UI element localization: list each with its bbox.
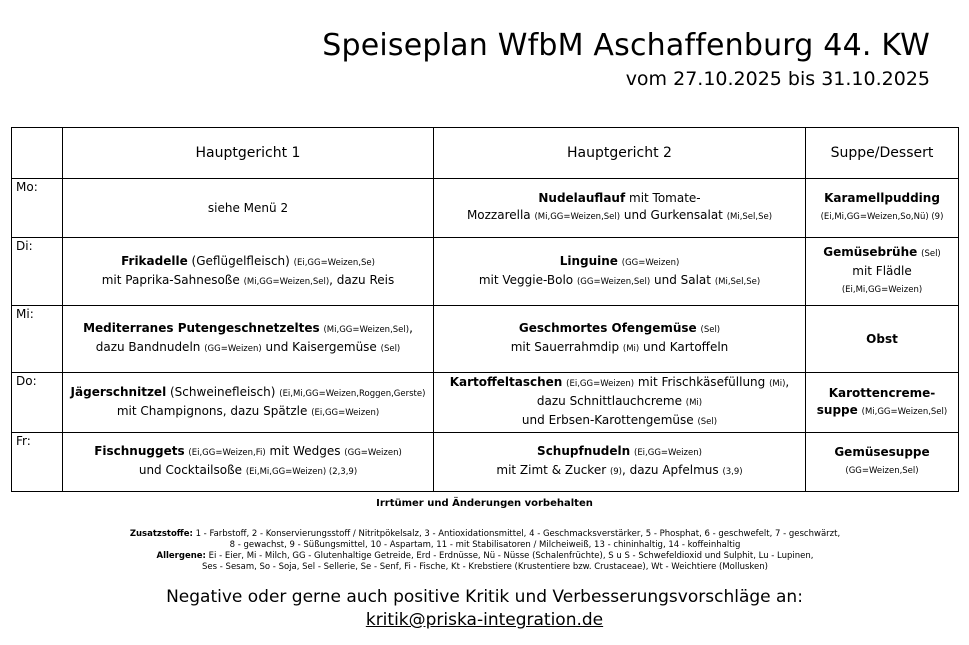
dish-line bbox=[810, 331, 954, 348]
dish-text: dazu Bandnudeln bbox=[95, 340, 205, 354]
dish-name: Schupfnudeln bbox=[537, 444, 631, 458]
disclaimer: Irrtümer und Änderungen vorbehalten bbox=[376, 498, 593, 509]
dish-text: mit Flädle bbox=[852, 264, 912, 278]
page-title: Speiseplan WfbM Aschaffenburg 44. KW bbox=[322, 28, 930, 63]
additives-line-1 bbox=[60, 529, 910, 540]
feedback-email-link[interactable]: kritik@priska-integration.de bbox=[365, 610, 604, 630]
day-label: Do: bbox=[12, 373, 63, 433]
allergen-note: (Sel) bbox=[697, 417, 718, 427]
main-dish-1-cell bbox=[63, 179, 434, 238]
dish-name: Obst bbox=[866, 331, 898, 346]
allergen-note: (Ei,Mi,GG=Weizen) (2,3,9) bbox=[245, 467, 358, 477]
table-row bbox=[12, 433, 959, 492]
dish-text: mit Veggie-Bolo bbox=[478, 272, 577, 287]
main-dish-1-cell bbox=[63, 433, 434, 492]
dish-text: und Kartoffeln bbox=[639, 340, 729, 354]
table-row bbox=[12, 179, 959, 238]
dish-line bbox=[438, 253, 801, 272]
dish-name: Linguine bbox=[559, 253, 618, 268]
table-row bbox=[12, 373, 959, 433]
soup-dessert-cell bbox=[806, 179, 959, 238]
header-main-dish-1: Hauptgericht 1 bbox=[63, 128, 434, 179]
main-dish-2-cell bbox=[434, 179, 806, 238]
dish-line bbox=[67, 403, 429, 422]
dish-text: Mozzarella bbox=[466, 208, 535, 222]
allergen-note: (Ei,Mi,GG=Weizen,Roggen,Gerste) bbox=[279, 388, 426, 399]
dish-text: mit Sauerrahmdip bbox=[510, 340, 623, 354]
dish-line bbox=[438, 272, 801, 291]
dish-text: mit Tomate- bbox=[625, 191, 701, 205]
dish-text: und Salat bbox=[650, 272, 715, 287]
dish-line bbox=[438, 320, 801, 339]
allergen-note: (Mi,Sel,Se) bbox=[726, 212, 773, 222]
day-label: Fr: bbox=[12, 433, 63, 492]
allergen-note: (GG=Weizen) bbox=[344, 448, 402, 458]
day-label: Di: bbox=[12, 238, 63, 306]
allergen-note: (GG=Weizen) bbox=[204, 344, 262, 354]
dish-line bbox=[810, 461, 954, 480]
feedback-text: Negative oder gerne auch positive Kritik und Verbesserungsvorschläge an: bbox=[166, 587, 803, 607]
main-dish-2-cell bbox=[434, 433, 806, 492]
dish-text: , bbox=[785, 375, 790, 389]
dish-name: Nudelauflauf bbox=[538, 191, 626, 205]
dish-text: (Geflügelfleisch) bbox=[187, 253, 294, 268]
dish-text: und Kaisergemüse bbox=[261, 340, 381, 354]
allergen-note: (Sel) bbox=[921, 249, 941, 259]
allergen-note: (Mi) bbox=[622, 344, 640, 354]
dish-text: , bbox=[409, 321, 413, 335]
allergen-note: (Sel) bbox=[380, 344, 401, 354]
soup-dessert-cell bbox=[806, 433, 959, 492]
allergen-note: (Ei,Mi,GG=Weizen,So,Nü) (9) bbox=[820, 212, 944, 222]
dish-line bbox=[438, 190, 801, 207]
soup-dessert-cell bbox=[806, 373, 959, 433]
main-dish-1-cell bbox=[63, 306, 434, 373]
allergen-note: (Ei,Mi,GG=Weizen) bbox=[841, 285, 923, 295]
main-dish-2-cell bbox=[434, 306, 806, 373]
dish-text: dazu Schnittlauchcreme bbox=[536, 394, 686, 408]
dish-text: , dazu Reis bbox=[329, 272, 395, 287]
dish-line bbox=[67, 339, 429, 358]
dish-line bbox=[438, 393, 801, 412]
main-dish-2-cell bbox=[434, 373, 806, 433]
dish-line bbox=[810, 444, 954, 461]
dish-line bbox=[67, 384, 429, 403]
allergens-label: Allergene: bbox=[156, 551, 206, 561]
allergen-note: (Ei,GG=Weizen,Se) bbox=[293, 257, 375, 268]
dish-line bbox=[810, 207, 954, 226]
dish-line bbox=[810, 280, 954, 299]
additives-label: Zusatzstoffe: bbox=[129, 529, 193, 539]
dish-text: mit Champignons, dazu Spätzle bbox=[116, 403, 312, 418]
dish-text: siehe Menü 2 bbox=[207, 200, 289, 215]
dish-line bbox=[67, 200, 429, 217]
allergen-note: (Mi) bbox=[769, 379, 786, 389]
legend bbox=[60, 529, 910, 573]
dish-text: und Erbsen-Karottengemüse bbox=[521, 413, 698, 427]
header-main-dish-2: Hauptgericht 2 bbox=[434, 128, 806, 179]
allergen-note: (GG=Weizen) bbox=[621, 257, 680, 268]
additives-text-1: 1 - Farbstoff, 2 - Konservierungsstoff / Nitritpökelsalz, 3 - Antioxidationsmittel, 4 - Geschmacksverstärker, 5 - Phosphat, 6 - geschwefelt, 7 - geschwärzt, bbox=[192, 529, 841, 539]
header-soup-dessert: Suppe/Dessert bbox=[806, 128, 959, 179]
table-header-row bbox=[12, 128, 959, 179]
main-dish-2-cell bbox=[434, 238, 806, 306]
table-row bbox=[12, 238, 959, 306]
allergen-note: (Ei,GG=Weizen) bbox=[634, 448, 702, 458]
allergen-note: (Mi,GG=Weizen,Sel) bbox=[861, 406, 948, 417]
dish-text: , dazu Apfelmus bbox=[622, 463, 723, 477]
allergen-note: (Mi,GG=Weizen,Sel) bbox=[243, 276, 330, 287]
dish-name: Geschmortes Ofengemüse bbox=[518, 321, 697, 335]
allergens-text-1: Ei - Eier, Mi - Milch, GG - Glutenhaltige Getreide, Erd - Erdnüsse, Nü - Nüsse (Schalenfrüchte), S u S - Schwefeldioxid und Sulphit, Lu - Lupinen, bbox=[205, 551, 814, 561]
dish-line bbox=[67, 462, 429, 481]
dish-line bbox=[67, 272, 429, 291]
dish-name: Gemüsesuppe bbox=[834, 445, 930, 459]
dish-name: Gemüsebrühe bbox=[823, 245, 918, 259]
dish-line bbox=[438, 443, 801, 462]
allergens-line-2: Ses - Sesam, So - Soja, Sel - Sellerie, Se - Senf, Fi - Fische, Kt - Krebstiere (Krustentiere bzw. Crustaceae), Wt - Weichtiere (Mollusken) bbox=[202, 562, 768, 572]
soup-dessert-cell bbox=[806, 306, 959, 373]
dish-name: Mediterranes Putengeschnetzeltes bbox=[83, 321, 320, 335]
allergen-note: (Ei,GG=Weizen) bbox=[311, 407, 380, 418]
feedback bbox=[0, 586, 969, 632]
dish-name: suppe bbox=[816, 402, 858, 417]
dish-text: mit Zimt & Zucker bbox=[496, 463, 610, 477]
dish-text: und Gurkensalat bbox=[620, 208, 727, 222]
dish-name: Frikadelle bbox=[121, 253, 188, 268]
dish-line bbox=[67, 320, 429, 339]
dish-line bbox=[438, 412, 801, 431]
dish-line bbox=[438, 462, 801, 481]
dish-line bbox=[438, 374, 801, 393]
allergen-note: (Ei,GG=Weizen) bbox=[566, 379, 635, 389]
allergen-note: (9) bbox=[609, 467, 622, 477]
day-label: Mi: bbox=[12, 306, 63, 373]
dish-line bbox=[438, 207, 801, 226]
dish-line bbox=[810, 244, 954, 263]
menu-table bbox=[11, 127, 959, 492]
date-range: vom 27.10.2025 bis 31.10.2025 bbox=[625, 68, 930, 90]
dish-line bbox=[810, 190, 954, 207]
dish-name: Fischnuggets bbox=[94, 444, 185, 458]
allergens-line-1 bbox=[60, 551, 910, 562]
table-row bbox=[12, 306, 959, 373]
dish-text: und Cocktailsoße bbox=[138, 463, 246, 477]
allergen-note: (Mi,Sel,Se) bbox=[714, 276, 761, 287]
dish-line bbox=[438, 339, 801, 358]
dish-text: mit Paprika-Sahnesoße bbox=[101, 272, 244, 287]
dish-name: Karamellpudding bbox=[824, 191, 940, 205]
dish-line bbox=[810, 402, 954, 421]
allergen-note: (Mi,GG=Weizen,Sel) bbox=[534, 212, 621, 222]
allergen-note: (3,9) bbox=[722, 467, 743, 477]
dish-name: Kartoffeltaschen bbox=[449, 375, 563, 389]
day-label: Mo: bbox=[12, 179, 63, 238]
header-day bbox=[12, 128, 63, 179]
dish-text: mit Frischkäsefüllung bbox=[634, 375, 770, 389]
dish-name: Jägerschnitzel bbox=[70, 384, 167, 399]
allergen-note: (Ei,GG=Weizen,Fi) bbox=[188, 448, 266, 458]
main-dish-1-cell bbox=[63, 238, 434, 306]
allergen-note: (GG=Weizen,Sel) bbox=[845, 466, 919, 476]
dish-line bbox=[67, 253, 429, 272]
allergen-note: (GG=Weizen,Sel) bbox=[576, 276, 651, 287]
dish-line bbox=[810, 385, 954, 402]
dish-name: Karottencreme- bbox=[828, 385, 936, 400]
dish-line bbox=[67, 443, 429, 462]
dish-text: (Schweinefleisch) bbox=[166, 384, 280, 399]
dish-text: mit Wedges bbox=[265, 444, 345, 458]
allergen-note: (Mi,GG=Weizen,Sel) bbox=[323, 325, 410, 335]
dish-line bbox=[810, 263, 954, 280]
additives-line-2: 8 - gewachst, 9 - Süßungsmittel, 10 - Aspartam, 11 - mit Stabilisatoren / Milcheiweiß, 13 - chininhaltig, 14 - koffeinhaltig bbox=[229, 540, 741, 550]
soup-dessert-cell bbox=[806, 238, 959, 306]
allergen-note: (Sel) bbox=[700, 325, 721, 335]
main-dish-1-cell bbox=[63, 373, 434, 433]
allergen-note: (Mi) bbox=[685, 398, 703, 408]
